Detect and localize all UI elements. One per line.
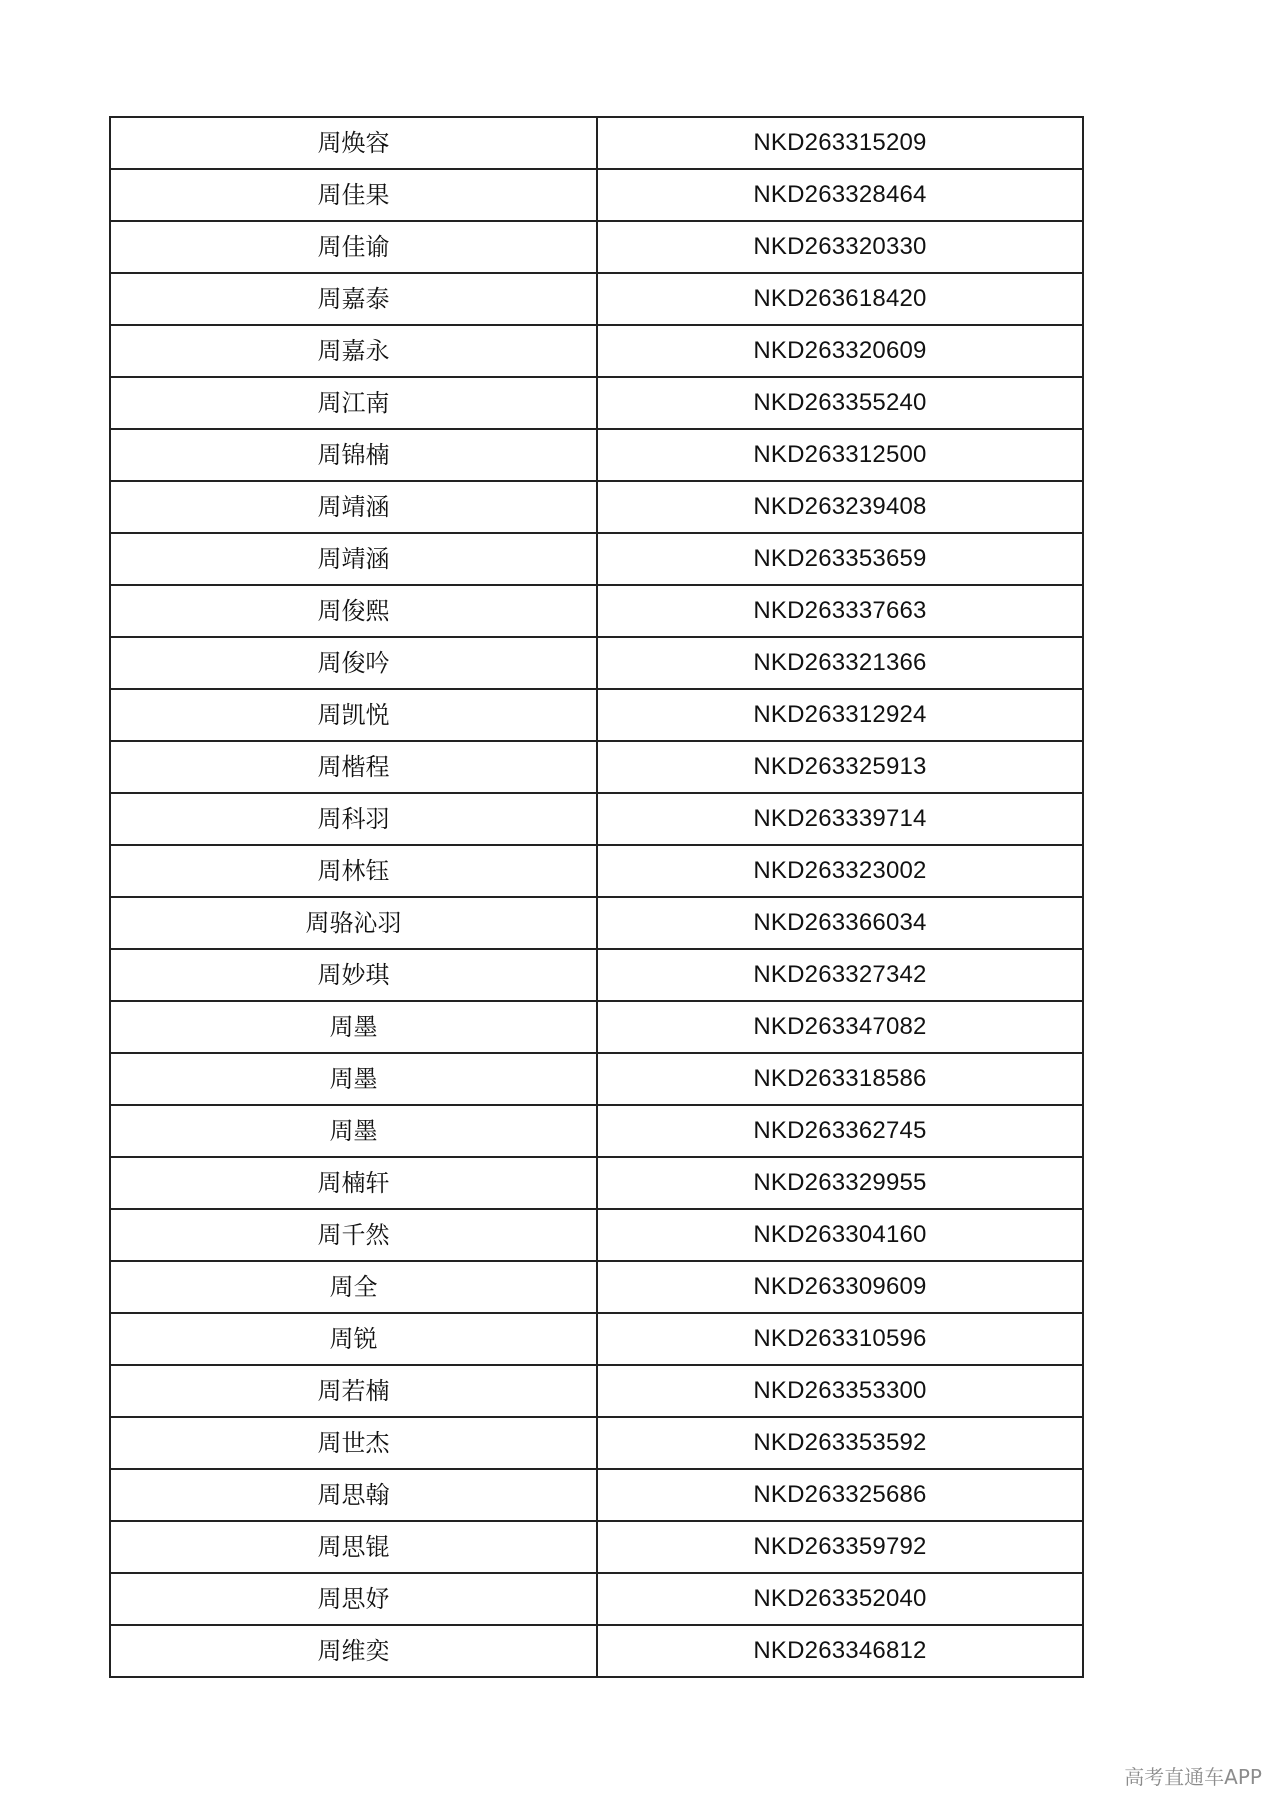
name-cell: 周嘉泰 (110, 273, 597, 325)
id-cell: NKD263337663 (597, 585, 1083, 637)
table-row (110, 1157, 1083, 1209)
id-cell: NKD263328464 (597, 169, 1083, 221)
id-cell: NKD263346812 (597, 1625, 1083, 1677)
id-cell: NKD263309609 (597, 1261, 1083, 1313)
id-cell: NKD263327342 (597, 949, 1083, 1001)
name-cell: 周楷程 (110, 741, 597, 793)
name-id-table (109, 116, 1084, 1678)
id-cell: NKD263362745 (597, 1105, 1083, 1157)
name-cell: 周墨 (110, 1105, 597, 1157)
id-cell: NKD263355240 (597, 377, 1083, 429)
table-row (110, 117, 1083, 169)
table-row (110, 1313, 1083, 1365)
table-body (110, 117, 1083, 1677)
name-cell: 周科羽 (110, 793, 597, 845)
table-row (110, 1001, 1083, 1053)
id-cell: NKD263318586 (597, 1053, 1083, 1105)
name-cell: 周全 (110, 1261, 597, 1313)
name-cell: 周焕容 (110, 117, 597, 169)
table-row (110, 429, 1083, 481)
table-row (110, 793, 1083, 845)
name-cell: 周靖涵 (110, 533, 597, 585)
name-cell: 周俊吟 (110, 637, 597, 689)
id-cell: NKD263366034 (597, 897, 1083, 949)
name-cell: 周嘉永 (110, 325, 597, 377)
id-cell: NKD263359792 (597, 1521, 1083, 1573)
table-row (110, 637, 1083, 689)
watermark-text: 高考直通车APP (1124, 1765, 1262, 1789)
table-row (110, 273, 1083, 325)
table-row (110, 897, 1083, 949)
name-cell: 周千然 (110, 1209, 597, 1261)
table-row (110, 845, 1083, 897)
id-cell: NKD263353659 (597, 533, 1083, 585)
table-row (110, 533, 1083, 585)
id-cell: NKD263304160 (597, 1209, 1083, 1261)
name-cell: 周锦楠 (110, 429, 597, 481)
table-row (110, 1365, 1083, 1417)
id-cell: NKD263310596 (597, 1313, 1083, 1365)
table-row (110, 1209, 1083, 1261)
name-cell: 周林钰 (110, 845, 597, 897)
table-row (110, 585, 1083, 637)
name-cell: 周骆沁羽 (110, 897, 597, 949)
id-cell: NKD263339714 (597, 793, 1083, 845)
name-cell: 周锐 (110, 1313, 597, 1365)
id-cell: NKD263315209 (597, 117, 1083, 169)
id-cell: NKD263353592 (597, 1417, 1083, 1469)
table-row (110, 481, 1083, 533)
table-row (110, 1417, 1083, 1469)
table-row (110, 325, 1083, 377)
name-cell: 周佳果 (110, 169, 597, 221)
name-cell: 周若楠 (110, 1365, 597, 1417)
table-row (110, 1625, 1083, 1677)
id-cell: NKD263320330 (597, 221, 1083, 273)
table-row (110, 221, 1083, 273)
name-cell: 周思锟 (110, 1521, 597, 1573)
name-cell: 周世杰 (110, 1417, 597, 1469)
id-cell: NKD263320609 (597, 325, 1083, 377)
id-cell: NKD263352040 (597, 1573, 1083, 1625)
id-cell: NKD263329955 (597, 1157, 1083, 1209)
table-row (110, 377, 1083, 429)
name-cell: 周墨 (110, 1001, 597, 1053)
table-row (110, 1521, 1083, 1573)
name-cell: 周俊熙 (110, 585, 597, 637)
id-cell: NKD263353300 (597, 1365, 1083, 1417)
table-row (110, 1261, 1083, 1313)
id-cell: NKD263239408 (597, 481, 1083, 533)
id-cell: NKD263312500 (597, 429, 1083, 481)
table-row (110, 689, 1083, 741)
name-cell: 周佳谕 (110, 221, 597, 273)
name-cell: 周墨 (110, 1053, 597, 1105)
name-cell: 周妙琪 (110, 949, 597, 1001)
id-cell: NKD263618420 (597, 273, 1083, 325)
table-row (110, 949, 1083, 1001)
name-cell: 周思妤 (110, 1573, 597, 1625)
table-row (110, 1573, 1083, 1625)
id-cell: NKD263323002 (597, 845, 1083, 897)
name-cell: 周江南 (110, 377, 597, 429)
table-row (110, 1469, 1083, 1521)
id-cell: NKD263325913 (597, 741, 1083, 793)
name-cell: 周靖涵 (110, 481, 597, 533)
id-cell: NKD263347082 (597, 1001, 1083, 1053)
id-cell: NKD263312924 (597, 689, 1083, 741)
table-row (110, 169, 1083, 221)
table-row (110, 1053, 1083, 1105)
table-row (110, 741, 1083, 793)
id-cell: NKD263325686 (597, 1469, 1083, 1521)
name-cell: 周思翰 (110, 1469, 597, 1521)
table-row (110, 1105, 1083, 1157)
id-cell: NKD263321366 (597, 637, 1083, 689)
name-cell: 周维奕 (110, 1625, 597, 1677)
name-cell: 周楠轩 (110, 1157, 597, 1209)
name-cell: 周凯悦 (110, 689, 597, 741)
